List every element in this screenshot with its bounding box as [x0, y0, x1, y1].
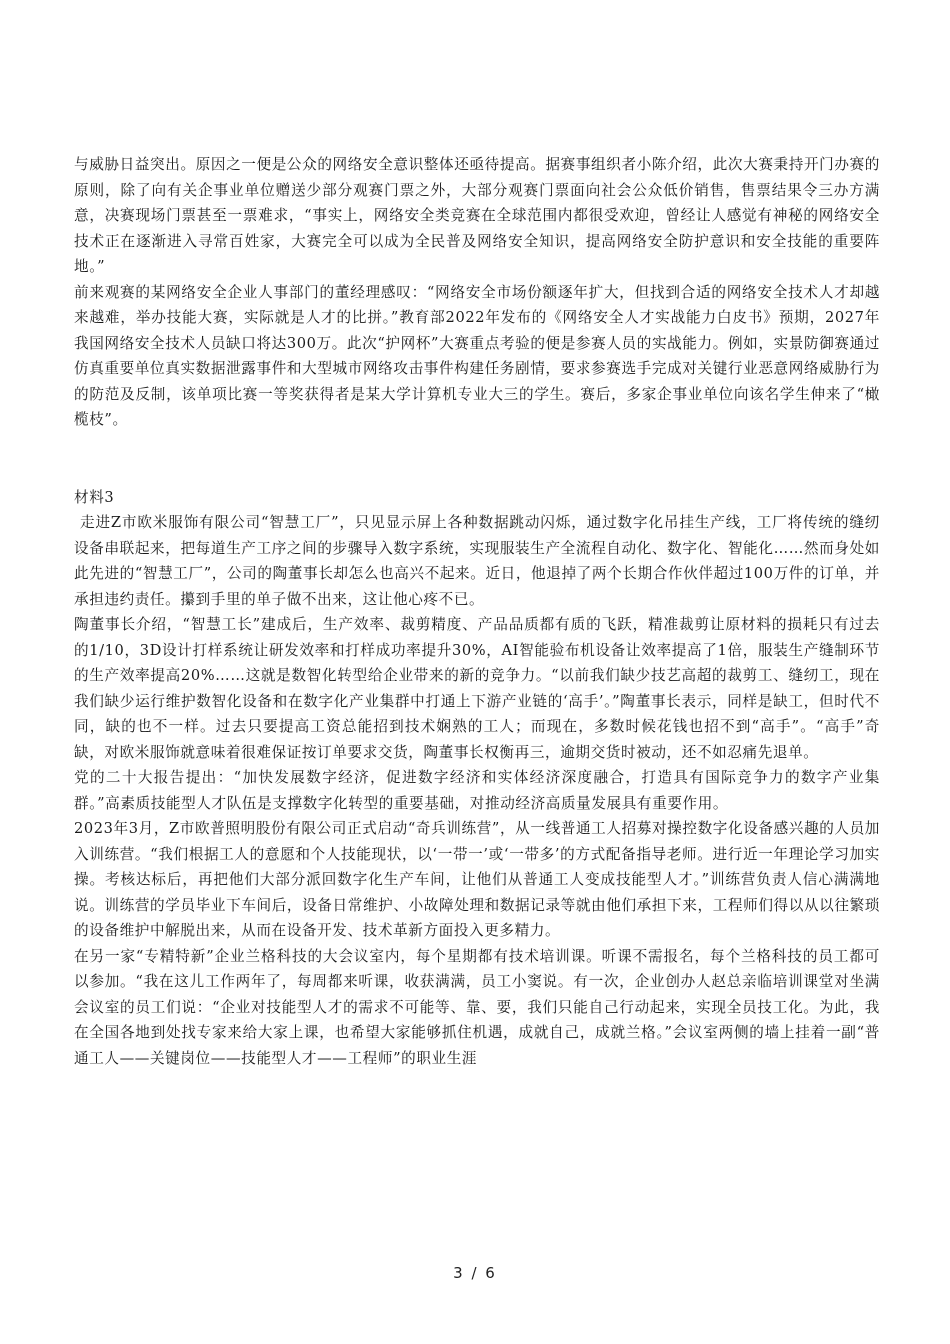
paragraph: 在另一家“专精特新”企业兰格科技的大会议室内，每个星期都有技术培训课。听课不需报名，每个兰格科技的员工都可以参加。“我在这儿工作两年了，每周都来听课，收获满满，员工小窦说。有一次，企业创办人赵总亲临培训课堂对坐满会议室的员工们说：“企业对技能型人才的需求不可能等、靠、要，我们只能自己行动起来，实现全员技工化。为此，我在全国各地到处找专家来给大家上课，也希望大家能够抓住机遇，成就自己，成就兰格。”会议室两侧的墙上挂着一副“普通工人——关键岗位——技能型人才——工程师”的职业生涯: [74, 947, 880, 1067]
page-number: 3 / 6: [453, 1264, 497, 1282]
paragraph: 与威胁日益突出。原因之一便是公众的网络安全意识整体还亟待提高。据赛事组织者小陈介绍，此次大赛秉持开门办赛的原则，除了向有关企事业单位赠送少部分观赛门票之外，大部分观赛门票面向社会公众低价销售，售票结果令三办方满意，决赛现场门票甚至一票难求，“事实上，网络安全类竞赛在全球范围内都很受欢迎，曾经让人感觉有神秘的网络安全技术正在逐渐进入寻常百姓家，大赛完全可以成为全民普及网络安全知识，提高网络安全防护意识和安全技能的重要阵地。”: [74, 156, 880, 275]
paragraph: 党的二十大报告提出：“加快发展数字经济，促进数字经济和实体经济深度融合，打造具有国际竞争力的数字产业集群。”高素质技能型人才队伍是支撑数字化转型的重要基础，对推动经济高质量发展具有重要作用。: [74, 769, 880, 812]
section-spacer: [74, 433, 880, 485]
material-heading: 材料3: [74, 488, 115, 506]
paragraph: 陶董事长介绍，“智慧工长”建成后，生产效率、裁剪精度、产品品质都有质的飞跃，精准裁剪让原材料的损耗只有过去的1/10，3D设计打样系统让研发效率和打样成功率提升30%，AI智能验布机设备让效率提高了1倍，服装生产缝制环节的生产效率提高20%……这就是数智化转型给企业带来的新的竞争力。“以前我们缺少技艺高超的裁剪工、缝纫工，现在我们缺少运行维护数智化设备和在数字化产业集群中打通上下游产业链的‘高手’。”陶董事长表示，同样是缺工，但时代不同，缺的也不一样。过去只要提高工资总能招到技术娴熟的工人；而现在，多数时候花钱也招不到“高手”。“高手”奇缺，对欧米服饰就意味着很难保证按订单要求交货，陶董事长权衡再三，逾期交货时被动，还不如忍痛先退单。: [74, 616, 880, 761]
document-body: [74, 152, 880, 1071]
paragraph: 前来观赛的某网络安全企业人事部门的董经理感叹：“网络安全市场份额逐年扩大，但找到合适的网络安全技术人才却越来越难，举办技能大赛，实际就是人才的比拼。”教育部2022年发布的《网络安全人才实战能力白皮书》预期，2027年我国网络安全技术人员缺口将达300万。此次“护网杯”大赛重点考验的便是参赛人员的实战能力。例如，实景防御赛通过仿真重要单位真实数据泄露事件和大型城市网络攻击事件构建任务剧情，要求参赛选手完成对关键行业恶意网络威胁行为的防范及反制，该单项比赛一等奖获得者是某大学计算机专业大三的学生。赛后，多家企事业单位向该名学生伸来了“橄榄枝”。: [74, 283, 880, 428]
paragraph: 2023年3月，Z市欧普照明股份有限公司正式启动“奇兵训练营”，从一线普通工人招募对操控数字化设备感兴趣的人员加入训练营。“我们根据工人的意愿和个人技能现状，以‘一带一’或‘一带多’的方式配备指导老师。进行近一年理论学习加实操。考核达标后，再把他们大部分派回数字化生产车间，让他们从普通工人变成技能型人才。”训练营负责人信心满满地说。训练营的学员毕业下车间后，设备日常维护、小故障处理和数据记录等就由他们承担下来，工程师们得以从以往繁琐的设备维护中解脱出来，从而在设备开发、技术革新方面投入更多精力。: [74, 820, 880, 939]
paragraph: 走进Z市欧米服饰有限公司“智慧工厂”，只见显示屏上各种数据跳动闪烁，通过数字化吊挂生产线，工厂将传统的缝纫设备串联起来，把每道生产工序之间的步骤导入数字系统，实现服装生产全流程自动化、数字化、智能化……然而身处如此先进的“智慧工厂”，公司的陶董事长却怎么也高兴不起来。近日，他退掉了两个长期合作伙伴超过100万件的订单，并承担违约责任。攥到手里的单子做不出来，这让他心疼不已。: [74, 514, 880, 608]
